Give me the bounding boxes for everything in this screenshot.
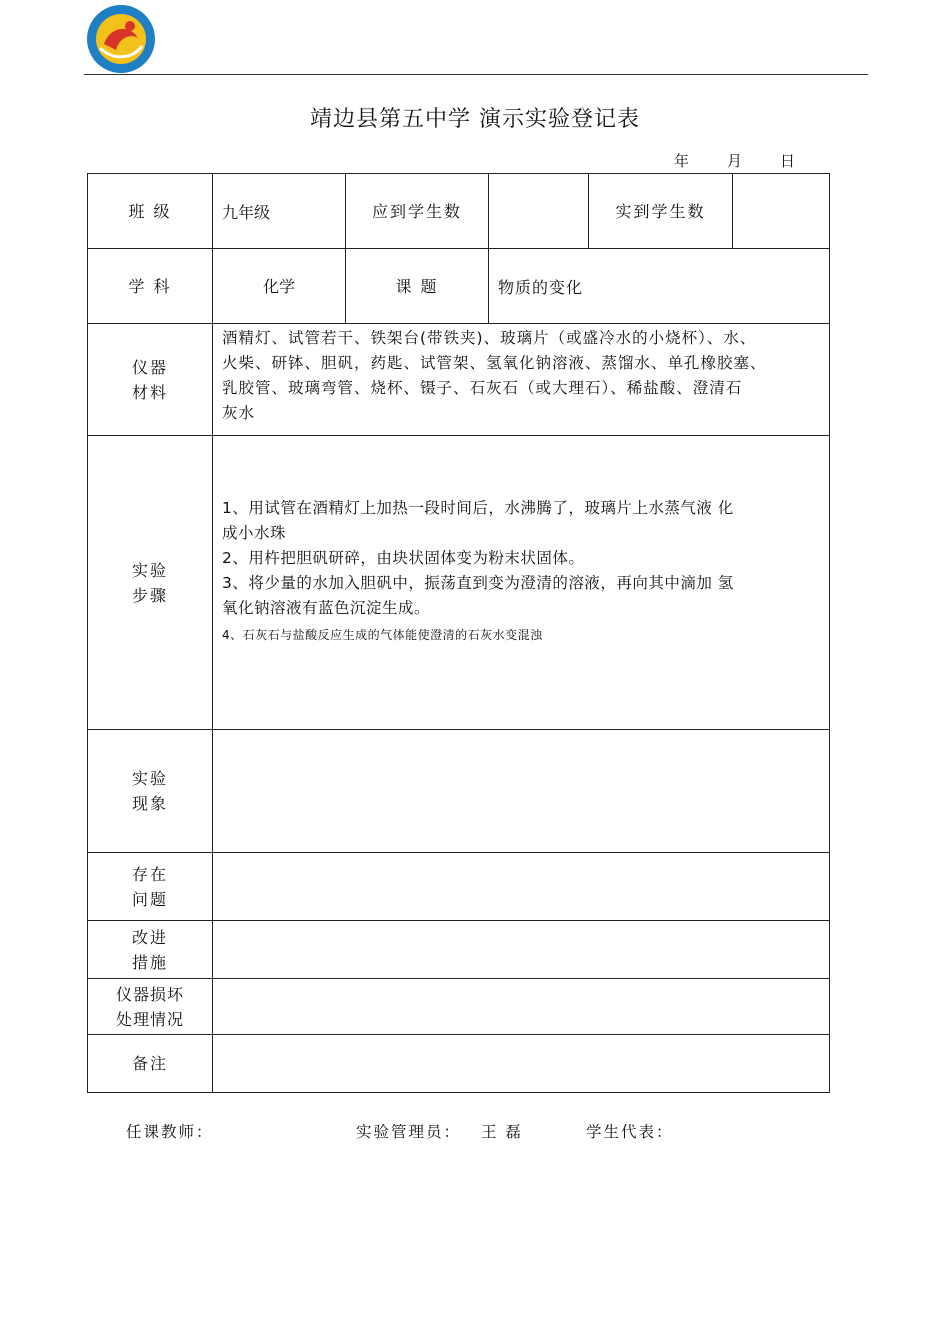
materials-line: 乳胶管、玻璃弯管、烧杯、镊子、石灰石（或大理石）、稀盐酸、澄清石 [222,379,743,397]
remarks-value[interactable] [213,1035,830,1093]
step-line: 1、用试管在酒精灯上加热一段时间后，水沸腾了，玻璃片上水蒸气液 化 [222,499,734,517]
problems-label-line: 存在 [131,864,168,884]
materials-line: 火柴、研钵、胆矾，药匙、试管架、氢氧化钠溶液、蒸馏水、单孔橡胶塞、 [222,354,767,372]
header-rule [84,74,868,75]
materials-value[interactable] [213,324,830,436]
phenomenon-label [88,730,213,853]
damage-label [88,979,213,1035]
materials-label [88,324,213,436]
table-row [88,436,830,730]
step-line: 3、将少量的水加入胆矾中，振荡直到变为澄清的溶液，再向其中滴加 氢 [222,574,734,592]
table-row [88,979,830,1035]
steps-value[interactable] [213,436,830,730]
steps-label-line: 步骤 [131,585,168,605]
table-row [88,853,830,921]
subject-value[interactable]: 化学 [213,249,346,324]
improve-label-line: 措施 [131,952,168,972]
student-rep-label: 学生代表： [586,1123,674,1141]
problems-value[interactable] [213,853,830,921]
topic-label: 课 题 [346,249,489,324]
actual-students-label: 实到学生数 [589,174,733,249]
problems-label-line: 问题 [131,889,168,909]
improve-label [88,921,213,979]
step-line: 2、用杵把胆矾研碎，由块状固体变为粉末状固体。 [222,549,585,567]
materials-label-line: 仪器 [131,357,168,377]
materials-line: 酒精灯、试管若干、铁架台(带铁夹)、玻璃片（或盛冷水的小烧杯）、水、 [222,329,757,347]
subject-label: 学 科 [88,249,213,324]
phenomenon-label-line: 现象 [131,794,168,813]
damage-label-line: 处理情况 [115,1009,184,1029]
school-emblem-icon [86,4,156,74]
problems-label [88,853,213,921]
improve-label-line: 改进 [131,927,168,947]
step-line-small: 4、石灰石与盐酸反应生成的气体能使澄清的石灰水变混浊 [222,628,543,642]
step-line: 成小水珠 [222,524,287,542]
manager-label: 实验管理员： [356,1123,462,1141]
date-line [674,150,795,171]
phenomenon-label-line: 实验 [131,769,168,788]
expected-students-value[interactable] [489,174,589,249]
materials-line: 灰水 [222,404,256,422]
table-row [88,174,830,249]
table-row [88,1035,830,1093]
phenomenon-value[interactable] [213,730,830,853]
steps-label-line: 实验 [131,560,168,580]
date-year: 年 [674,152,690,170]
class-value[interactable]: 九年级 [213,174,346,249]
date-month: 月 [727,152,743,170]
step-line: 氧化钠溶液有蓝色沉淀生成。 [222,599,431,617]
materials-label-line: 材料 [131,382,168,402]
table-row [88,249,830,324]
damage-label-line: 仪器损坏 [115,984,184,1004]
date-day: 日 [780,152,796,170]
remarks-label: 备注 [88,1035,213,1093]
damage-value[interactable] [213,979,830,1035]
table-row [88,324,830,436]
registration-table [87,173,830,1093]
manager-name: 王 磊 [481,1123,523,1141]
table-row [88,730,830,853]
page-title: 靖边县第五中学 演示实验登记表 [310,107,640,132]
actual-students-value[interactable] [733,174,830,249]
class-label: 班 级 [88,174,213,249]
topic-value[interactable]: 物质的变化 [489,249,830,324]
teacher-label: 任课教师： [126,1123,214,1141]
steps-label [88,436,213,730]
improve-value[interactable] [213,921,830,979]
expected-students-label: 应到学生数 [346,174,489,249]
table-row [88,921,830,979]
